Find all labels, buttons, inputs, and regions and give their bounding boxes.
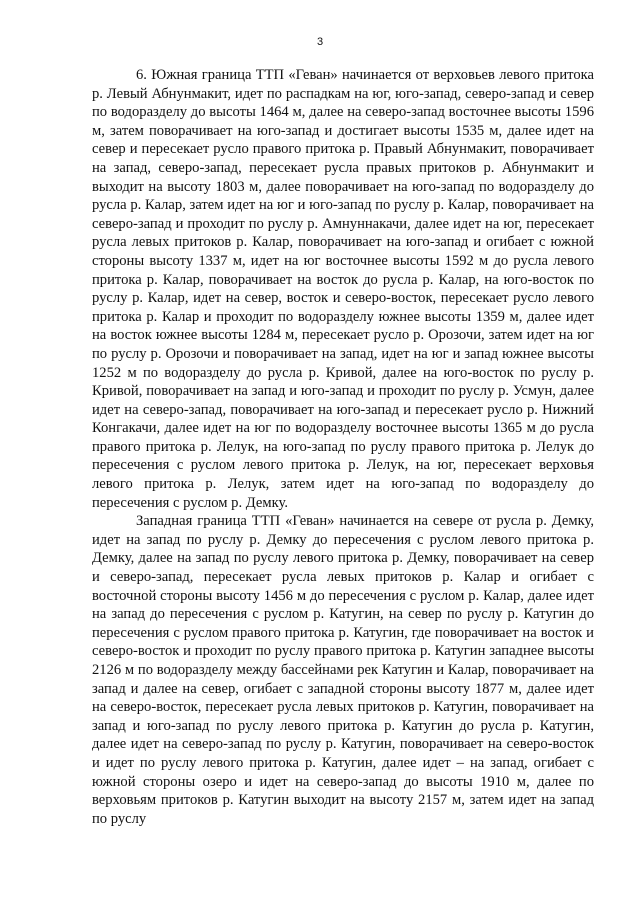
page-number: 3 [316, 36, 324, 48]
paragraph-southern-border: 6. Южная граница ТТП «Геван» начинается от верховьев левого притока р. Левый Абнунмакит, идет по распадкам на юг, юго-запад, северо-запад и север по водоразделу до высоты 1464 м, далее на северо-запад восточнее высоты 1596 м, затем поворачивает на юго-запад и достигает высоты 1535 м, далее идет на север и пересекает русло правого притока р. Правый Абнунмакит, поворачивает на запад, северо-запад, пересекает русла правых притоков р. Абнунмакит и выходит на высоту 1803 м, далее поворачивает на юго-запад по водоразделу до русла р. Калар, затем идет на юг и юго-запад по руслу р. Калар, поворачивает на северо-запад и проходит по руслу р. Амнуннакачи, далее идет на юг, пересекает русла левых притоков р. Калар, поворачивает на юго-запад и огибает с южной стороны высоту 1337 м, идет на юг восточнее высоты 1592 м до русла левого притока р. Калар, поворачивает на восток до русла р. Калар, на юго-восток по руслу р. Калар, идет на север, восток и северо-восток, пересекает русло левого притока р. Калар и проходит по водоразделу южнее высоты 1359 м, далее идет на восток южнее высоты 1284 м, пересекает русло р. Орозочи, затем идет на юг по руслу р. Орозочи и поворачивает на запад, идет на юг и запад южнее высоты 1252 м по водоразделу до русла р. Кривой, далее на юго-восток по руслу р. Кривой, поворачивает на запад и юго-запад и проходит по руслу р. Усмун, далее идет на северо-запад, поворачивает на юго-запад и пересекает русло р. Нижний Конгакачи, далее идет на юг по водоразделу восточнее высоты 1365 м до русла правого притока р. Лелук, на юго-запад по руслу правого притока р. Лелук до пересечения с руслом левого притока р. Лелук, на юг, пересекает верховья левого притока р. Лелук, затем идет на юго-запад по водоразделу до пересечения с руслом р. Демку. [92, 67, 594, 511]
paragraph-western-border: Западная граница ТТП «Геван» начинается на севере от русла р. Демку, идет на запад по руслу р. Демку до пересечения с руслом левого притока р. Демку, далее на запад по руслу левого притока р. Демку, поворачивает на север и северо-запад, пересекает русла левых притоков р. Калар и огибает с восточной стороны высоту 1456 м до пересечения с руслом р. Калар, далее идет на запад до пересечения с руслом р. Катугин, на север по руслу р. Катугин до пересечения с руслом правого притока р. Катугин, где поворачивает на восток и северо-восток и проходит по руслу правого притока р. Катугин западнее высоты 2126 м по водоразделу между бассейнами рек Катугин и Калар, поворачивает на запад и далее на север, огибает с западной стороны высоту 1877 м, далее идет на северо-восток, пересекает русла левых притоков р. Катугин, поворачивает на запад и юго-запад по руслу левого притока р. Катугин до русла р. Катугин, далее идет на северо-запад по руслу р. Катугин, поворачивает на северо-восток и идет по руслу левого притока р. Катугин, далее идет – на запад, огибает с южной стороны озеро и идет на северо-запад до высоты 1910 м, далее по верховьям притоков р. Катугин выходит на высоту 2157 м, затем идет на запад по руслу [92, 513, 594, 827]
document-body [92, 66, 594, 828]
